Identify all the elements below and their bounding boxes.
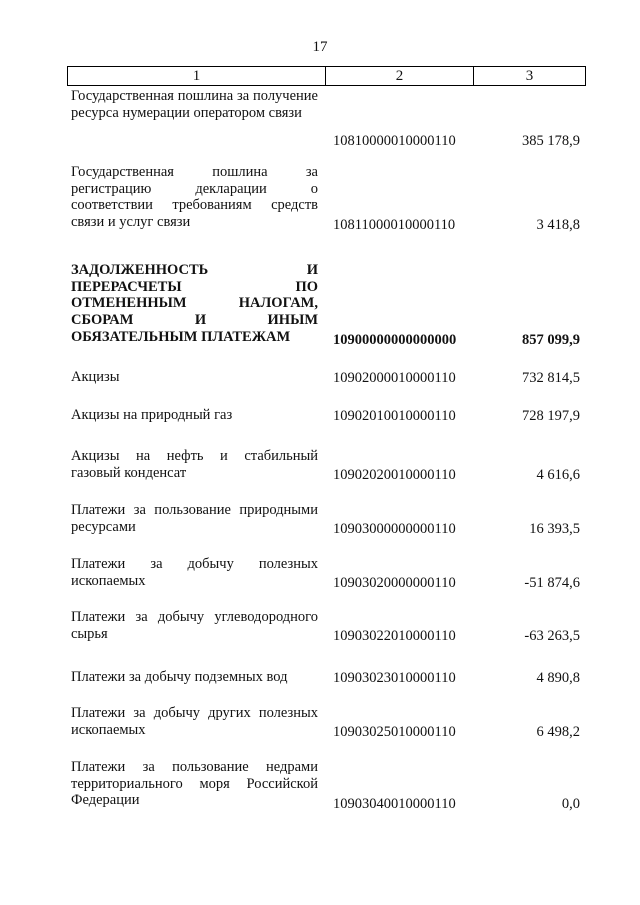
row-value: -51 874,6 (524, 575, 580, 592)
header-col-2: 2 (326, 67, 474, 85)
row-code: 10902000010000110 (333, 370, 456, 387)
row-name: Платежи за пользование недрами территориального моря Российской Федерации (71, 759, 318, 809)
row-code: 10903023010000110 (333, 670, 456, 687)
table-row (0, 448, 640, 484)
row-name: Государственная пошлина за регистрацию декларации о соответствии требованиям средств связи и услуг связи (71, 164, 318, 231)
row-name: ЗАДОЛЖЕННОСТЬ И ПЕРЕРАСЧЕТЫ ПО ОТМЕНЕННЫМ НАЛОГАМ, СБОРАМ И ИНЫМ ОБЯЗАТЕЛЬНЫМ ПЛАТЕЖАМ (71, 262, 318, 345)
row-value: 732 814,5 (522, 370, 580, 387)
row-value: 4 616,6 (536, 467, 580, 484)
row-value: 4 890,8 (536, 670, 580, 687)
row-name: Государственная пошлина за получение ресурса нумерации оператором связи (71, 88, 318, 121)
table-row (0, 609, 640, 645)
table-row (0, 669, 640, 687)
table-row (0, 262, 640, 349)
row-name: Платежи за добычу углеводородного сырья (71, 609, 318, 642)
row-value: 3 418,8 (536, 217, 580, 234)
row-code: 10903020000000110 (333, 575, 456, 592)
row-value: 857 099,9 (522, 332, 580, 349)
row-value: 0,0 (561, 796, 580, 813)
row-name: Платежи за добычу подземных вод (71, 669, 288, 685)
row-code: 10903022010000110 (333, 628, 456, 645)
row-value: 385 178,9 (522, 133, 580, 150)
row-code: 10903025010000110 (333, 724, 456, 741)
table-row (0, 407, 640, 425)
row-name: Платежи за пользование природными ресурсами (71, 502, 318, 535)
row-code: 10900000000000000 (333, 332, 457, 349)
table-row (0, 86, 640, 150)
page-number: 17 (312, 39, 328, 55)
row-code: 10811000010000110 (333, 217, 456, 234)
row-name: Акцизы (71, 369, 120, 385)
table-row (0, 759, 640, 813)
table-row (0, 164, 640, 234)
table-row (0, 556, 640, 592)
table-row (0, 369, 640, 387)
header-col-1: 1 (68, 67, 326, 85)
table-row (0, 502, 640, 538)
row-name: Акцизы на природный газ (71, 407, 233, 423)
row-name: Платежи за добычу других полезных ископаемых (71, 705, 318, 738)
header-col-3: 3 (525, 67, 534, 84)
row-value: 16 393,5 (529, 521, 580, 538)
row-code: 10902010010000110 (333, 408, 456, 425)
row-code: 10902020010000110 (333, 467, 456, 484)
row-code: 10810000010000110 (333, 133, 456, 150)
row-code: 10903000000000110 (333, 521, 456, 538)
row-name: Платежи за добычу полезных ископаемых (71, 556, 318, 589)
table-row (0, 705, 640, 741)
row-code: 10903040010000110 (333, 796, 456, 813)
row-value: -63 263,5 (524, 628, 580, 645)
row-value: 728 197,9 (522, 408, 580, 425)
row-name: Акцизы на нефть и стабильный газовый конденсат (71, 448, 318, 481)
row-value: 6 498,2 (536, 724, 580, 741)
